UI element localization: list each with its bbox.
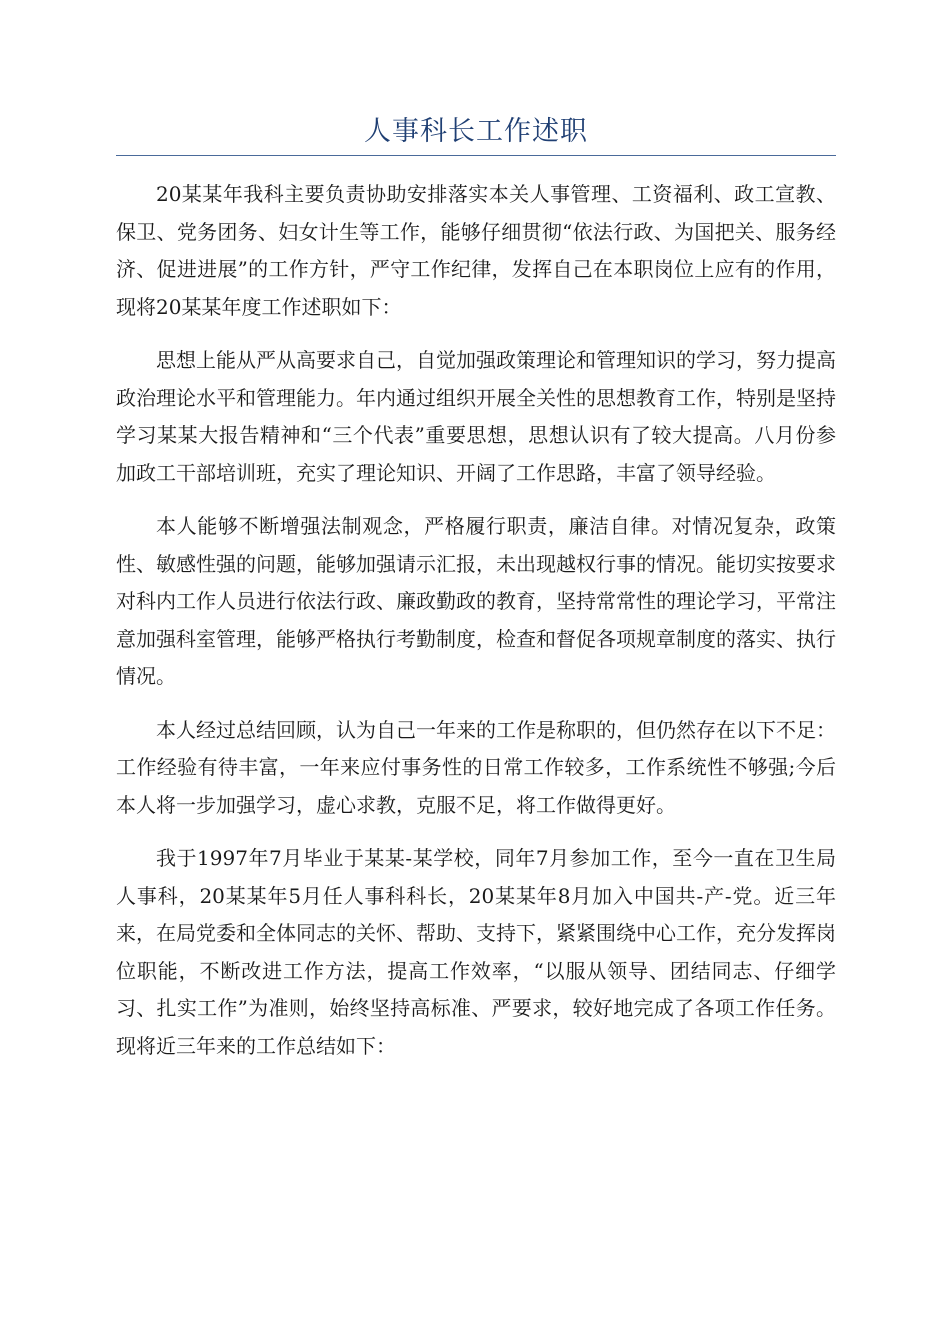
paragraph-2: 思想上能从严从高要求自己，自觉加强政策理论和管理知识的学习，努力提高政治理论水平和管理能力。年内通过组织开展全关性的思想教育工作，特别是坚持学习某某大报告精神和“三个代表”重要思想，思想认识有了较大提高。八月份参加政工干部培训班，充实了理论知识、开阔了工作思路，丰富了领导经验。	[116, 348, 836, 485]
document-title: 人事科长工作述职	[116, 112, 836, 156]
paragraph-1: 20某某年我科主要负责协助安排落实本关人事管理、工资福利、政工宣教、保卫、党务团务、妇女计生等工作，能够仔细贯彻“依法行政、为国把关、服务经济、促进进展”的工作方针，严守工作纪律，发挥自己在本职岗位上应有的作用，现将20某某年度工作述职如下：	[116, 182, 836, 319]
document-body	[116, 176, 836, 1065]
paragraph-5: 我于1997年7月毕业于某某-某学校，同年7月参加工作，至今一直在卫生局人事科，20某某年5月任人事科科长，20某某年8月加入中国共-产-党。近三年来，在局党委和全体同志的关怀、帮助、支持下，紧紧围绕中心工作，充分发挥岗位职能，不断改进工作方法，提高工作效率，“以服从领导、团结同志、仔细学习、扎实工作”为准则，始终坚持高标准、严要求，较好地完成了各项工作任务。现将近三年来的工作总结如下：	[116, 846, 836, 1058]
paragraph-4: 本人经过总结回顾，认为自己一年来的工作是称职的，但仍然存在以下不足：工作经验有待丰富，一年来应付事务性的日常工作较多，工作系统性不够强;今后本人将一步加强学习，虚心求教，克服不足，将工作做得更好。	[116, 717, 836, 817]
paragraph-3: 本人能够不断增强法制观念，严格履行职责，廉洁自律。对情况复杂，政策性、敏感性强的问题，能够加强请示汇报，未出现越权行事的情况。能切实按要求对科内工作人员进行依法行政、廉政勤政的教育，坚持常常性的理论学习，平常注意加强科室管理，能够严格执行考勤制度，检查和督促各项规章制度的落实、执行情况。	[116, 514, 836, 688]
document-page	[116, 112, 836, 1081]
